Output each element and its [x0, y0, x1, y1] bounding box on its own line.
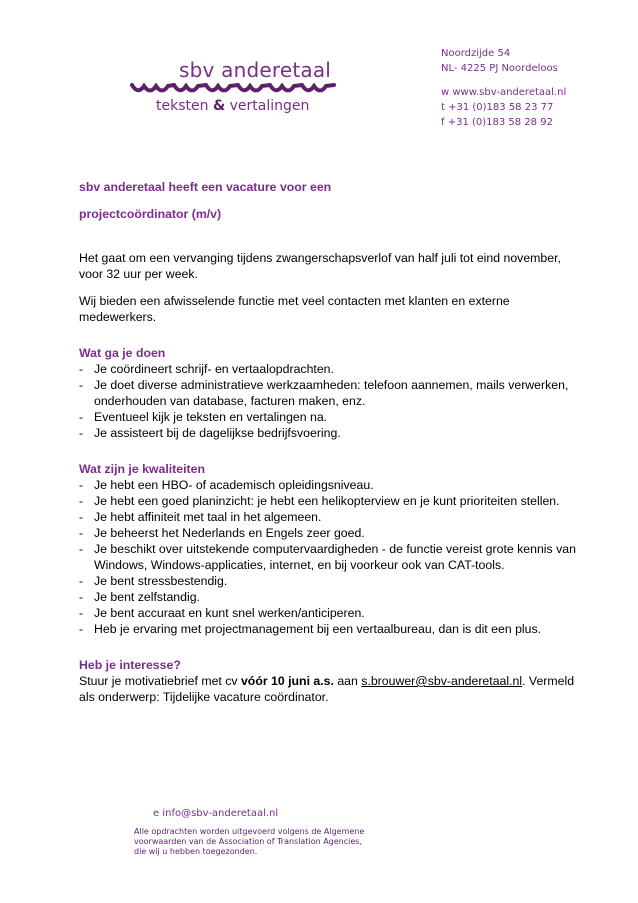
contact-web: w www.sbv-anderetaal.nl [441, 87, 567, 98]
bullet-dash: - [79, 378, 84, 392]
contact-fax: f +31 (0)183 58 28 92 [441, 117, 553, 128]
contact-address-line-1: Noordzijde 54 [441, 48, 511, 59]
list-item-continuation: onderhouden van database, facturen maken, enz. [94, 394, 366, 408]
deadline-text: vóór 10 juni a.s. [240, 674, 334, 688]
interest-text: Stuur je motivatiebrief met cv [79, 674, 241, 688]
bullet-dash: - [79, 622, 84, 636]
bullet-dash: - [79, 362, 84, 376]
contact-email-link[interactable]: s.brouwer@sbv-anderetaal.nl [361, 674, 523, 688]
bullet-dash: - [79, 574, 84, 588]
footer-note-line-2: voorwaarden van de Association of Translation Agencies, [134, 837, 362, 846]
contact-phone: t +31 (0)183 58 23 77 [441, 102, 554, 113]
vacancy-heading-1: sbv anderetaal heeft een vacature voor een [79, 180, 332, 194]
bullet-dash: - [79, 426, 84, 440]
logo-brushstroke-icon [128, 83, 338, 97]
logo-tagline [156, 98, 309, 114]
footer-note-line-1: Alle opdrachten worden uitgevoerd volgens de Algemene [134, 827, 365, 836]
list-item: Eventueel kijk je teksten en vertalingen na. [94, 410, 328, 424]
list-item: Je bent accuraat en kunt snel werken/anticiperen. [94, 606, 365, 620]
list-item: Je hebt een goed planinzicht: je hebt een helikopterview en je kunt prioriteiten stellen. [94, 494, 560, 508]
list-item: Je hebt een HBO- of academisch opleidingsniveau. [94, 478, 374, 492]
tagline-ampersand: & [212, 98, 226, 114]
contact-address-line-2: NL- 4225 PJ Noordeloos [441, 63, 558, 74]
bullet-dash: - [79, 526, 84, 540]
tagline-part-1: teksten [156, 98, 213, 114]
interest-text: aan [333, 674, 362, 688]
intro-paragraph-1-line-2: voor 32 uur per week. [79, 267, 198, 281]
list-item: Je doet diverse administratieve werkzaamheden: telefoon aannemen, mails verwerken, [94, 378, 569, 392]
section-kwaliteiten-heading: Wat zijn je kwaliteiten [79, 462, 205, 476]
footer-note-line-3: die wij u hebben toegezonden. [134, 847, 258, 856]
list-item: Je hebt affiniteit met taal in het algemeen. [94, 510, 322, 524]
intro-paragraph-2-line-1: Wij bieden een afwisselende functie met veel contacten met klanten en externe [79, 294, 510, 308]
list-item: Je bent stressbestendig. [94, 574, 228, 588]
list-item: Je coördineert schrijf- en vertaalopdrachten. [94, 362, 334, 376]
tagline-part-2: vertalingen [225, 98, 310, 114]
list-item: Je beschikt over uitstekende computervaardigheden - de functie vereist grote kennis van [94, 542, 576, 556]
intro-paragraph-2-line-2: medewerkers. [79, 310, 157, 324]
list-item: Heb je ervaring met projectmanagement bij een vertaalbureau, dan is dit een plus. [94, 622, 542, 636]
section-doen-heading: Wat ga je doen [79, 346, 166, 360]
list-item: Je beheerst het Nederlands en Engels zeer goed. [94, 526, 365, 540]
list-item: Je bent zelfstandig. [94, 590, 200, 604]
interest-heading: Heb je interesse? [79, 658, 181, 672]
footer-email: e info@sbv-anderetaal.nl [153, 808, 279, 819]
interest-line-2: als onderwerp: Tijdelijke vacature coördinator. [79, 690, 329, 704]
interest-line-1 [79, 673, 574, 689]
bullet-dash: - [79, 410, 84, 424]
intro-paragraph-1-line-1: Het gaat om een vervanging tijdens zwangerschapsverlof van half juli tot eind november, [79, 251, 561, 265]
list-item: Je assisteert bij de dagelijkse bedrijfsvoering. [94, 426, 341, 440]
interest-text: . Vermeld [522, 674, 575, 688]
vacancy-heading-2: projectcoördinator (m/v) [79, 207, 222, 221]
logo-wordmark: sbv anderetaal [179, 58, 332, 82]
bullet-dash: - [79, 542, 84, 556]
bullet-dash: - [79, 590, 84, 604]
bullet-dash: - [79, 478, 84, 492]
bullet-dash: - [79, 606, 84, 620]
bullet-dash: - [79, 510, 84, 524]
list-item-continuation: Windows, Windows-applicaties, internet, en bij voorkeur ook van CAT-tools. [94, 558, 505, 572]
bullet-dash: - [79, 494, 84, 508]
